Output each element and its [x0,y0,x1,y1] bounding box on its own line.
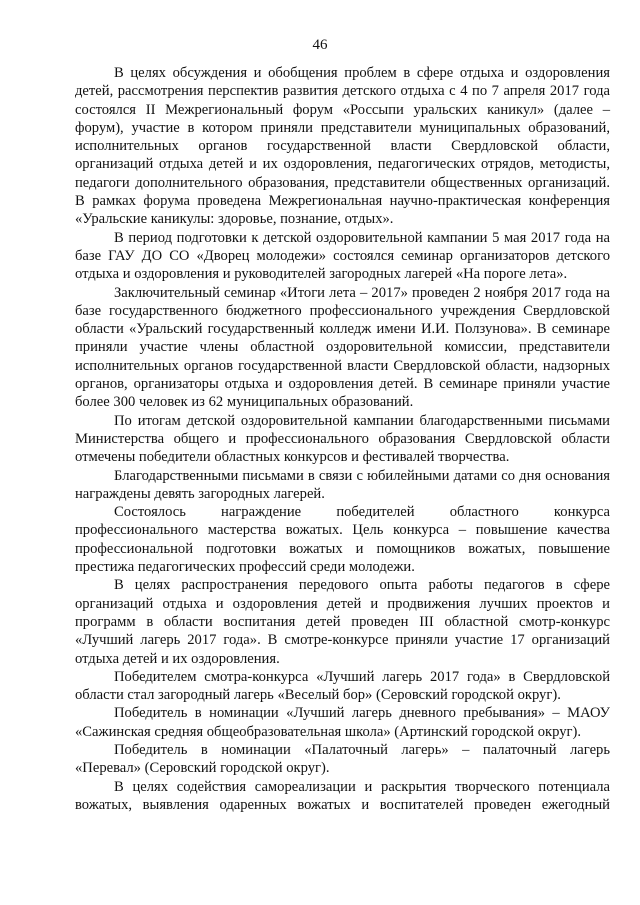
paragraph-contest-winner: Победителем смотра-конкурса «Лучший лагерь 2017 года» в Свердловской области стал загородный лагерь «Веселый бор» (Серовский городской округ). [75,668,610,704]
paragraph-self-realization: В целях содействия самореализации и раскрытия творческого потенциала вожатых, выявления одаренных вожатых и воспитателей проведен ежегодный [75,778,610,813]
paragraph-anniversary-camps: Благодарственными письмами в связи с юбилейными датами со дня основания награждены девять загородных лагерей. [75,467,610,502]
paragraph-forum: В целях обсуждения и обобщения проблем в сфере отдыха и оздоровления детей, рассмотрения перспектив развития детского отдыха с 4 по 7 апреля 2017 года состоялся II Межрегиональный форум «Россыпи уральских каникул» (далее – форум), участие в котором приняли представители муниципальных образований, исполнительных органов государственной власти Свердловской области, организаций отдыха детей и их оздоровления, педагогических отрядов, методисты, педагоги дополнительного образования, представители общественных организаций. В рамках форума проведена Межрегиональная научно-практическая конференция «Уральские каникулы: здоровье, познание, отдых». [75,65,610,228]
paragraph-counselor-contest: Состоялось награждение победителей областного конкурса профессионального мастерства вожатых. Цель конкурса – повышение качества профессиональной подготовки вожатых и помощников вожатых, повышение престижа педагогических профессий среди молодежи. [75,504,610,576]
paragraph-final-seminar: Заключительный семинар «Итоги лета – 2017» проведен 2 ноября 2017 года на базе государственного бюджетного профессионального учреждения Свердловской области «Уральский государственный колледж имени И.И. Ползунова». В семинаре приняли участие члены областной оздоровительной комиссии, представители исполнительных органов государственной власти Свердловской области, надзорных органов, организаторы отдыха и оздоровления детей. В семинаре приняли участие более 300 человек из 62 муниципальных образований. [75,284,610,411]
paragraph-day-camp-winner: Победитель в номинации «Лучший лагерь дневного пребывания» – МАОУ «Сажинская средняя общеобразовательная школа» (Артинский городской округ). [75,705,610,740]
paragraph-seminar-may: В период подготовки к детской оздоровительной кампании 5 мая 2017 года на базе ГАУ ДО СО «Дворец молодежи» состоялся семинар организаторов детского отдыха и оздоровления и руководителей загородных лагерей «На пороге лета». [75,229,610,283]
page-number: 46 [312,37,328,53]
paragraph-thank-you-letters: По итогам детской оздоровительной кампании благодарственными письмами Министерства общего и профессионального образования Свердловской области отмечены победители областных конкурсов и фестивалей творчества. [75,412,610,466]
paragraph-best-camp-contest: В целях распространения передового опыта работы педагогов в сфере организаций отдыха и оздоровления детей и продвижения лучших проектов и программ в области воспитания детей проведен III областной смотр-конкурс «Лучший лагерь 2017 года». В смотре-конкурсе приняли участие 17 организаций отдыха детей и их оздоровления. [75,577,610,667]
paragraph-tent-camp-winner: Победитель в номинации «Палаточный лагерь» – палаточный лагерь «Перевал» (Серовский городской округ). [75,741,610,777]
document-body [75,64,610,814]
